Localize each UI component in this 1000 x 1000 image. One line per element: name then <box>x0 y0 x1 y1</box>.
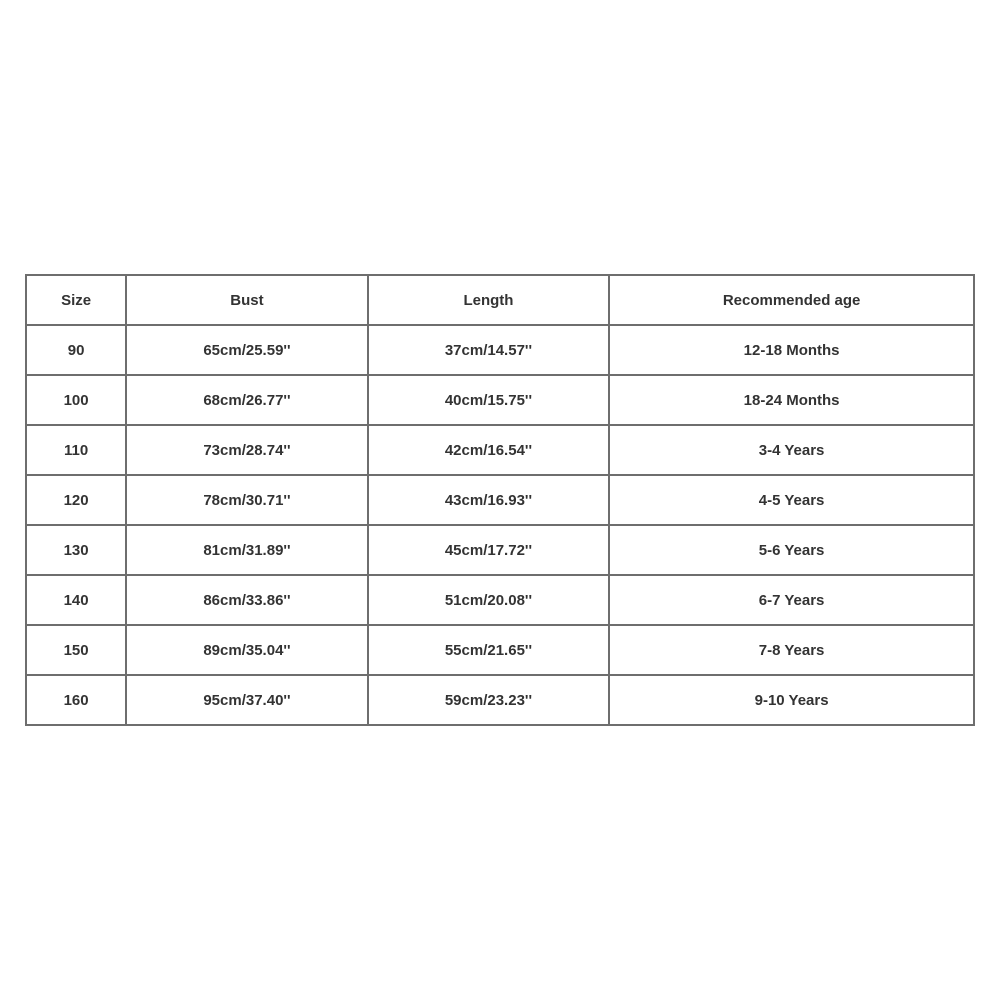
cell-recommended-age: 6-7 Years <box>609 575 974 625</box>
cell-length: 37cm/14.57'' <box>368 325 610 375</box>
table-row <box>26 325 974 375</box>
cell-length: 40cm/15.75'' <box>368 375 610 425</box>
cell-length: 43cm/16.93'' <box>368 475 610 525</box>
table-row <box>26 425 974 475</box>
table-row <box>26 525 974 575</box>
cell-length: 59cm/23.23'' <box>368 675 610 725</box>
cell-bust: 89cm/35.04'' <box>126 625 368 675</box>
cell-recommended-age: 9-10 Years <box>609 675 974 725</box>
cell-length: 42cm/16.54'' <box>368 425 610 475</box>
size-chart-table <box>25 274 975 726</box>
cell-recommended-age: 4-5 Years <box>609 475 974 525</box>
cell-bust: 68cm/26.77'' <box>126 375 368 425</box>
cell-bust: 86cm/33.86'' <box>126 575 368 625</box>
table-row <box>26 625 974 675</box>
header-recommended-age: Recommended age <box>609 275 974 325</box>
cell-recommended-age: 5-6 Years <box>609 525 974 575</box>
cell-bust: 81cm/31.89'' <box>126 525 368 575</box>
cell-bust: 73cm/28.74'' <box>126 425 368 475</box>
cell-size: 130 <box>26 525 126 575</box>
table-row <box>26 475 974 525</box>
cell-bust: 65cm/25.59'' <box>126 325 368 375</box>
table-row <box>26 375 974 425</box>
table-row <box>26 675 974 725</box>
cell-length: 45cm/17.72'' <box>368 525 610 575</box>
cell-length: 51cm/20.08'' <box>368 575 610 625</box>
header-size: Size <box>26 275 126 325</box>
cell-size: 160 <box>26 675 126 725</box>
cell-size: 100 <box>26 375 126 425</box>
cell-recommended-age: 12-18 Months <box>609 325 974 375</box>
cell-size: 150 <box>26 625 126 675</box>
header-length: Length <box>368 275 610 325</box>
cell-size: 90 <box>26 325 126 375</box>
cell-recommended-age: 3-4 Years <box>609 425 974 475</box>
cell-size: 110 <box>26 425 126 475</box>
cell-length: 55cm/21.65'' <box>368 625 610 675</box>
cell-recommended-age: 18-24 Months <box>609 375 974 425</box>
cell-bust: 95cm/37.40'' <box>126 675 368 725</box>
cell-size: 120 <box>26 475 126 525</box>
table-header-row <box>26 275 974 325</box>
table-row <box>26 575 974 625</box>
cell-bust: 78cm/30.71'' <box>126 475 368 525</box>
cell-size: 140 <box>26 575 126 625</box>
header-bust: Bust <box>126 275 368 325</box>
cell-recommended-age: 7-8 Years <box>609 625 974 675</box>
